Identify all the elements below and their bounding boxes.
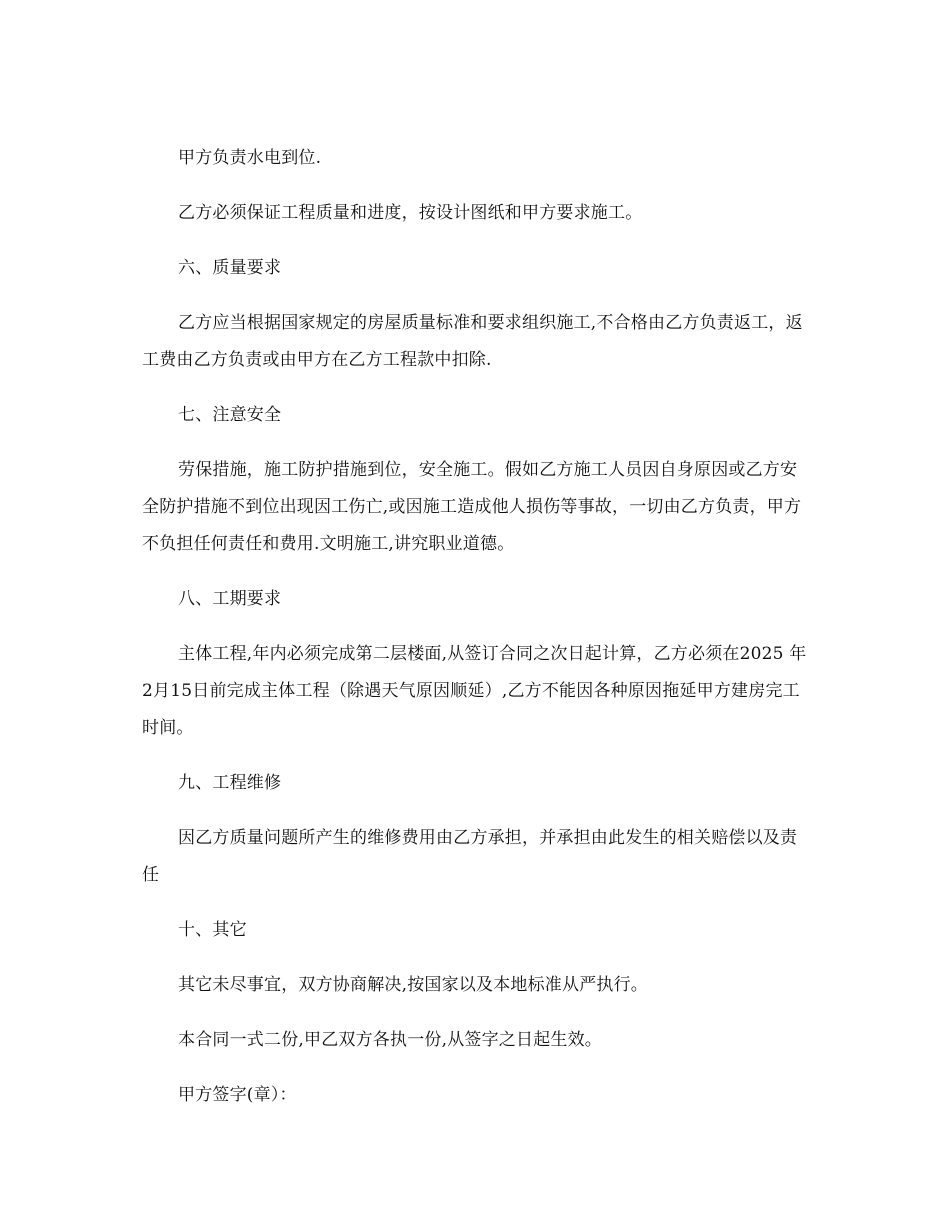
paragraph-copies: 本合同一式二份,甲乙双方各执一份,从签字之日起生效。 <box>178 1030 603 1050</box>
section-heading-quality: 六、质量要求 <box>178 258 282 278</box>
section-heading-safety: 七、注意安全 <box>178 405 282 425</box>
section-heading-other: 十、其它 <box>178 920 247 940</box>
paragraph-safety-measures: 劳保措施，施工防护措施到位，安全施工。假如乙方施工人员因自身原因或乙方安全防护措施不到位出现因工伤亡,或因施工造成他人损伤等事故，一切由乙方负责，甲方不负担任何责任和费用.文明施工,讲究职业道德。 <box>142 460 802 554</box>
paragraph-utilities: 甲方负责水电到位. <box>178 148 322 168</box>
section-heading-schedule: 八、工期要求 <box>178 589 282 609</box>
paragraph-other-matters: 其它未尽事宜，双方协商解决,按国家以及本地标准从严执行。 <box>178 975 649 995</box>
document-body <box>142 140 814 1132</box>
paragraph-quality-standards: 乙方应当根据国家规定的房屋质量标准和要求组织施工,不合格由乙方负责返工，返工费由乙方负责或由甲方在乙方工程款中扣除. <box>142 313 803 370</box>
paragraph-quality-progress: 乙方必须保证工程质量和进度，按设计图纸和甲方要求施工。 <box>178 203 643 223</box>
paragraph-schedule: 主体工程,年内必须完成第二层楼面,从签订合同之次日起计算，乙方必须在2025 年2月15日前完成主体工程（除遇天气原因顺延）,乙方不能因各种原因拖延甲方建房完工时间。 <box>142 644 807 738</box>
section-heading-maintenance: 九、工程维修 <box>178 773 282 793</box>
party-a-signature-line: 甲方签字(章）： <box>178 1085 297 1105</box>
paragraph-maintenance: 因乙方质量问题所产生的维修费用由乙方承担，并承担由此发生的相关赔偿以及责任 <box>142 828 798 885</box>
